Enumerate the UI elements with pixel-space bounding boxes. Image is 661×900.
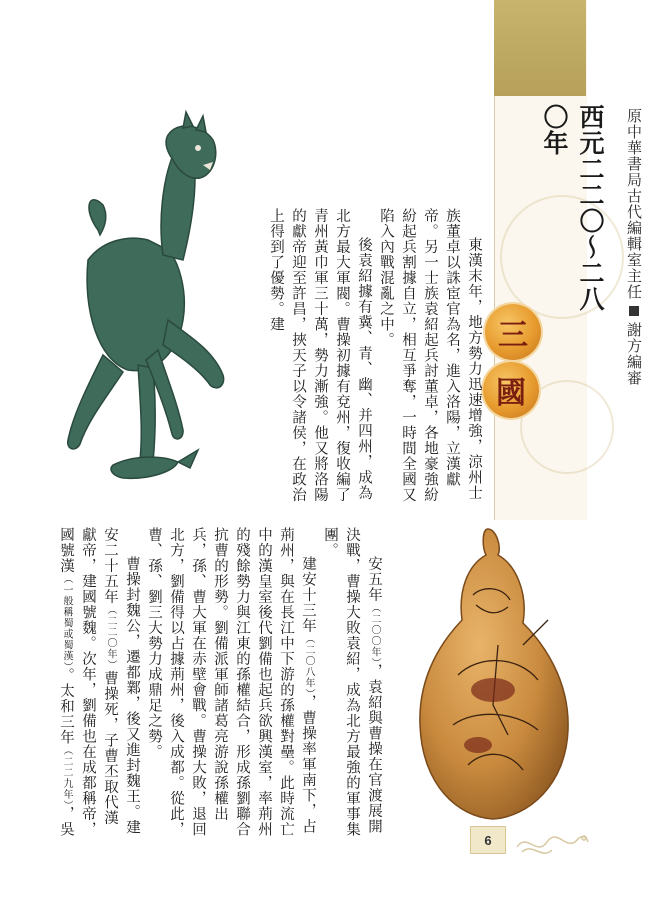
- paragraph: 後袁紹據有冀、青、幽、并四州，成為北方最大軍閥。曹操初據有兗州，復收編了青州黃巾軍三十萬，勢力漸強。他又將洛陽的獻帝迎至許昌，挾天子以令諸侯，在政治上得到了優勢。建: [268, 208, 372, 503]
- body-text-upper: [268, 208, 485, 508]
- paragraph: 建安十三年（二〇八年），曹操率軍南下，占荊州，與在長江中下游的孫權對壘。此時流亡中的漢皇室後代劉備也起兵欲興漢室，率荊州的殘餘勢力與江東的孫權結合，形成孫劉聯合抗曹的形勢。劉備派軍師諸葛亮游說孫權出兵，孫、曹大軍在赤壁會戰。曹操大敗，退回北方，劉備得以占據荊州，後入成都。從此，曹、孫、劉三大勢力成鼎足之勢。: [146, 527, 316, 837]
- page-title: 西元二二〇～二八〇年: [540, 104, 605, 312]
- date-note: （一般稱蜀或蜀漢）: [61, 573, 72, 668]
- date-note: （二二〇年）: [105, 604, 116, 671]
- body-text-lower: [30, 527, 385, 837]
- bronze-horse-illustration: [28, 110, 238, 505]
- author-name: 謝方編審: [625, 322, 643, 386]
- badge-guo: 國: [483, 362, 539, 418]
- author-credit: [623, 108, 645, 468]
- square-bullet-icon: [629, 306, 639, 316]
- date-note: （二〇八年）: [303, 633, 314, 695]
- paragraph: 曹操封魏公，遷都鄴，後又進封魏王。建安二十五年（二二〇年）曹操死，子曹丕取代漢獻帝，建國號魏。次年，劉備也在成都稱帝，國號漢（一般稱蜀或蜀漢）。太和三年（二二九年），吳: [58, 527, 140, 837]
- gold-header-block: [494, 0, 586, 96]
- badge-san: 三: [485, 304, 541, 360]
- date-note: （二二九年）: [61, 745, 72, 806]
- page-number: 6: [470, 826, 506, 854]
- painted-gourd-illustration: [398, 525, 588, 825]
- date-note: （二〇〇年）: [369, 602, 380, 664]
- paragraph: 東漢末年，地方勢力迅速增強，涼州士族董卓以誅宦官為名，進入洛陽，立漢獻帝。另一士族袁紹起兵討董卓，各地豪強紛紛起兵割據自立，相互爭奪，一時間全國又陷入內戰混亂之中。: [378, 208, 482, 503]
- dragon-ornament-icon: [512, 822, 592, 862]
- author-affiliation: 原中華書局古代編輯室主任: [625, 108, 643, 300]
- paragraph: 安五年（二〇〇年），袁紹與曹操在官渡展開決戰，曹操大敗袁紹，成為北方最強的軍事集團。: [322, 527, 382, 837]
